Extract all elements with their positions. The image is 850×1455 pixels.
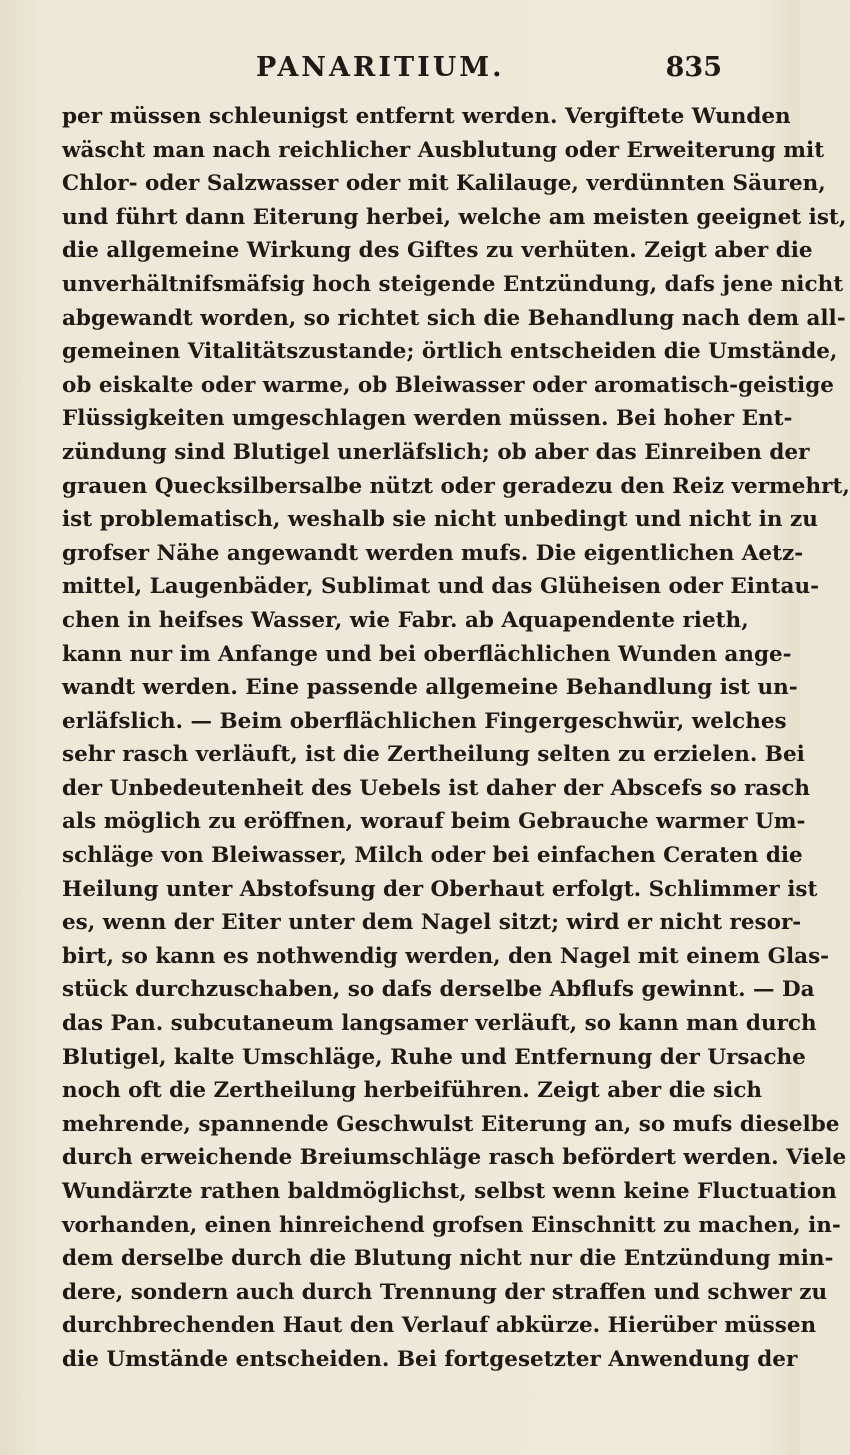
- text-line: dem derselbe durch die Blutung nicht nur die Entzündung min-: [62, 1246, 834, 1272]
- text-line: sehr rasch verläuft, ist die Zertheilung selten zu erzielen. Bei: [62, 742, 805, 768]
- text-line: und führt dann Eiterung herbei, welche am meisten geeignet ist,: [62, 204, 847, 230]
- text-line: Heilung unter Abstofsung der Oberhaut erfolgt. Schlimmer ist: [62, 876, 818, 902]
- text-line: grauen Quecksilbersalbe nützt oder geradezu den Reiz vermehrt,: [62, 473, 850, 499]
- text-line: abgewandt worden, so richtet sich die Behandlung nach dem all-: [62, 305, 846, 331]
- text-line: zündung sind Blutigel unerläfslich; ob aber das Einreiben der: [62, 439, 810, 465]
- text-line: Wundärzte rathen baldmöglichst, selbst wenn keine Fluctuation: [62, 1179, 837, 1204]
- text-line: vorhanden, einen hinreichend grofsen Einschnitt zu machen, in-: [62, 1212, 841, 1238]
- text-line: per müssen schleunigst entfernt werden. Vergiftete Wunden: [62, 104, 791, 129]
- text-line: wandt werden. Eine passende allgemeine Behandlung ist un-: [62, 675, 798, 701]
- text-line: ist problematisch, weshalb sie nicht unbedingt und nicht in zu: [62, 507, 818, 533]
- text-line: als möglich zu eröffnen, worauf beim Gebrauche warmer Um-: [62, 809, 806, 835]
- text-line: dere, sondern auch durch Trennung der straffen und schwer zu: [62, 1279, 828, 1305]
- text-line: der Unbedeutenheit des Uebels ist daher der Abscefs so rasch: [62, 775, 811, 801]
- text-line: gemeinen Vitalitätszustande; örtlich entscheiden die Umstände,: [62, 339, 838, 365]
- page-header: [0, 52, 800, 92]
- text-line: wäscht man nach reichlicher Ausblutung oder Erweiterung mit: [62, 137, 825, 163]
- text-line: chen in heifses Wasser, wie Fabr. ab Aquapendente rieth,: [62, 607, 749, 633]
- text-line: durchbrechenden Haut den Verlauf abkürze. Hierüber müssen: [62, 1313, 817, 1339]
- text-line: schläge von Bleiwasser, Milch oder bei einfachen Ceraten die: [62, 843, 803, 869]
- text-line: birt, so kann es nothwendig werden, den Nagel mit einem Glas-: [62, 943, 830, 969]
- text-line: das Pan. subcutaneum langsamer verläuft, so kann man durch: [62, 1011, 817, 1037]
- text-line: Flüssigkeiten umgeschlagen werden müssen. Bei hoher Ent-: [62, 406, 793, 432]
- text-line: erläfslich. — Beim oberflächlichen Fingergeschwür, welches: [62, 708, 787, 734]
- text-line: mittel, Laugenbäder, Sublimat und das Glüheisen oder Eintau-: [62, 574, 819, 600]
- text-line: noch oft die Zertheilung herbeiführen. Zeigt aber die sich: [62, 1078, 763, 1104]
- text-line: unverhältnifsmäfsig hoch steigende Entzündung, dafs jene nicht: [62, 271, 844, 297]
- text-line: durch erweichende Breiumschläge rasch befördert werden. Viele: [62, 1145, 847, 1171]
- text-line: kann nur im Anfange und bei oberflächlichen Wunden ange-: [62, 641, 792, 667]
- page-number: 835: [665, 52, 722, 83]
- body-text: [62, 100, 850, 1377]
- text-line: die allgemeine Wirkung des Giftes zu verhüten. Zeigt aber die: [62, 238, 813, 264]
- running-title: PANARITIUM.: [256, 52, 505, 83]
- text-line: grofser Nähe angewandt werden mufs. Die eigentlichen Aetz-: [62, 540, 804, 566]
- text-line: es, wenn der Eiter unter dem Nagel sitzt; wird er nicht resor-: [62, 910, 802, 936]
- text-line: stück durchzuschaben, so dafs derselbe Abflufs gewinnt. — Da: [62, 977, 815, 1003]
- text-line: Blutigel, kalte Umschläge, Ruhe und Entfernung der Ursache: [62, 1044, 806, 1070]
- text-line: ob eiskalte oder warme, ob Bleiwasser oder aromatisch-geistige: [62, 372, 834, 398]
- text-line: mehrende, spannende Geschwulst Eiterung an, so mufs dieselbe: [62, 1111, 840, 1137]
- text-line: Chlor- oder Salzwasser oder mit Kalilauge, verdünnten Säuren,: [62, 171, 826, 197]
- text-line: die Umstände entscheiden. Bei fortgesetzter Anwendung der: [62, 1346, 798, 1372]
